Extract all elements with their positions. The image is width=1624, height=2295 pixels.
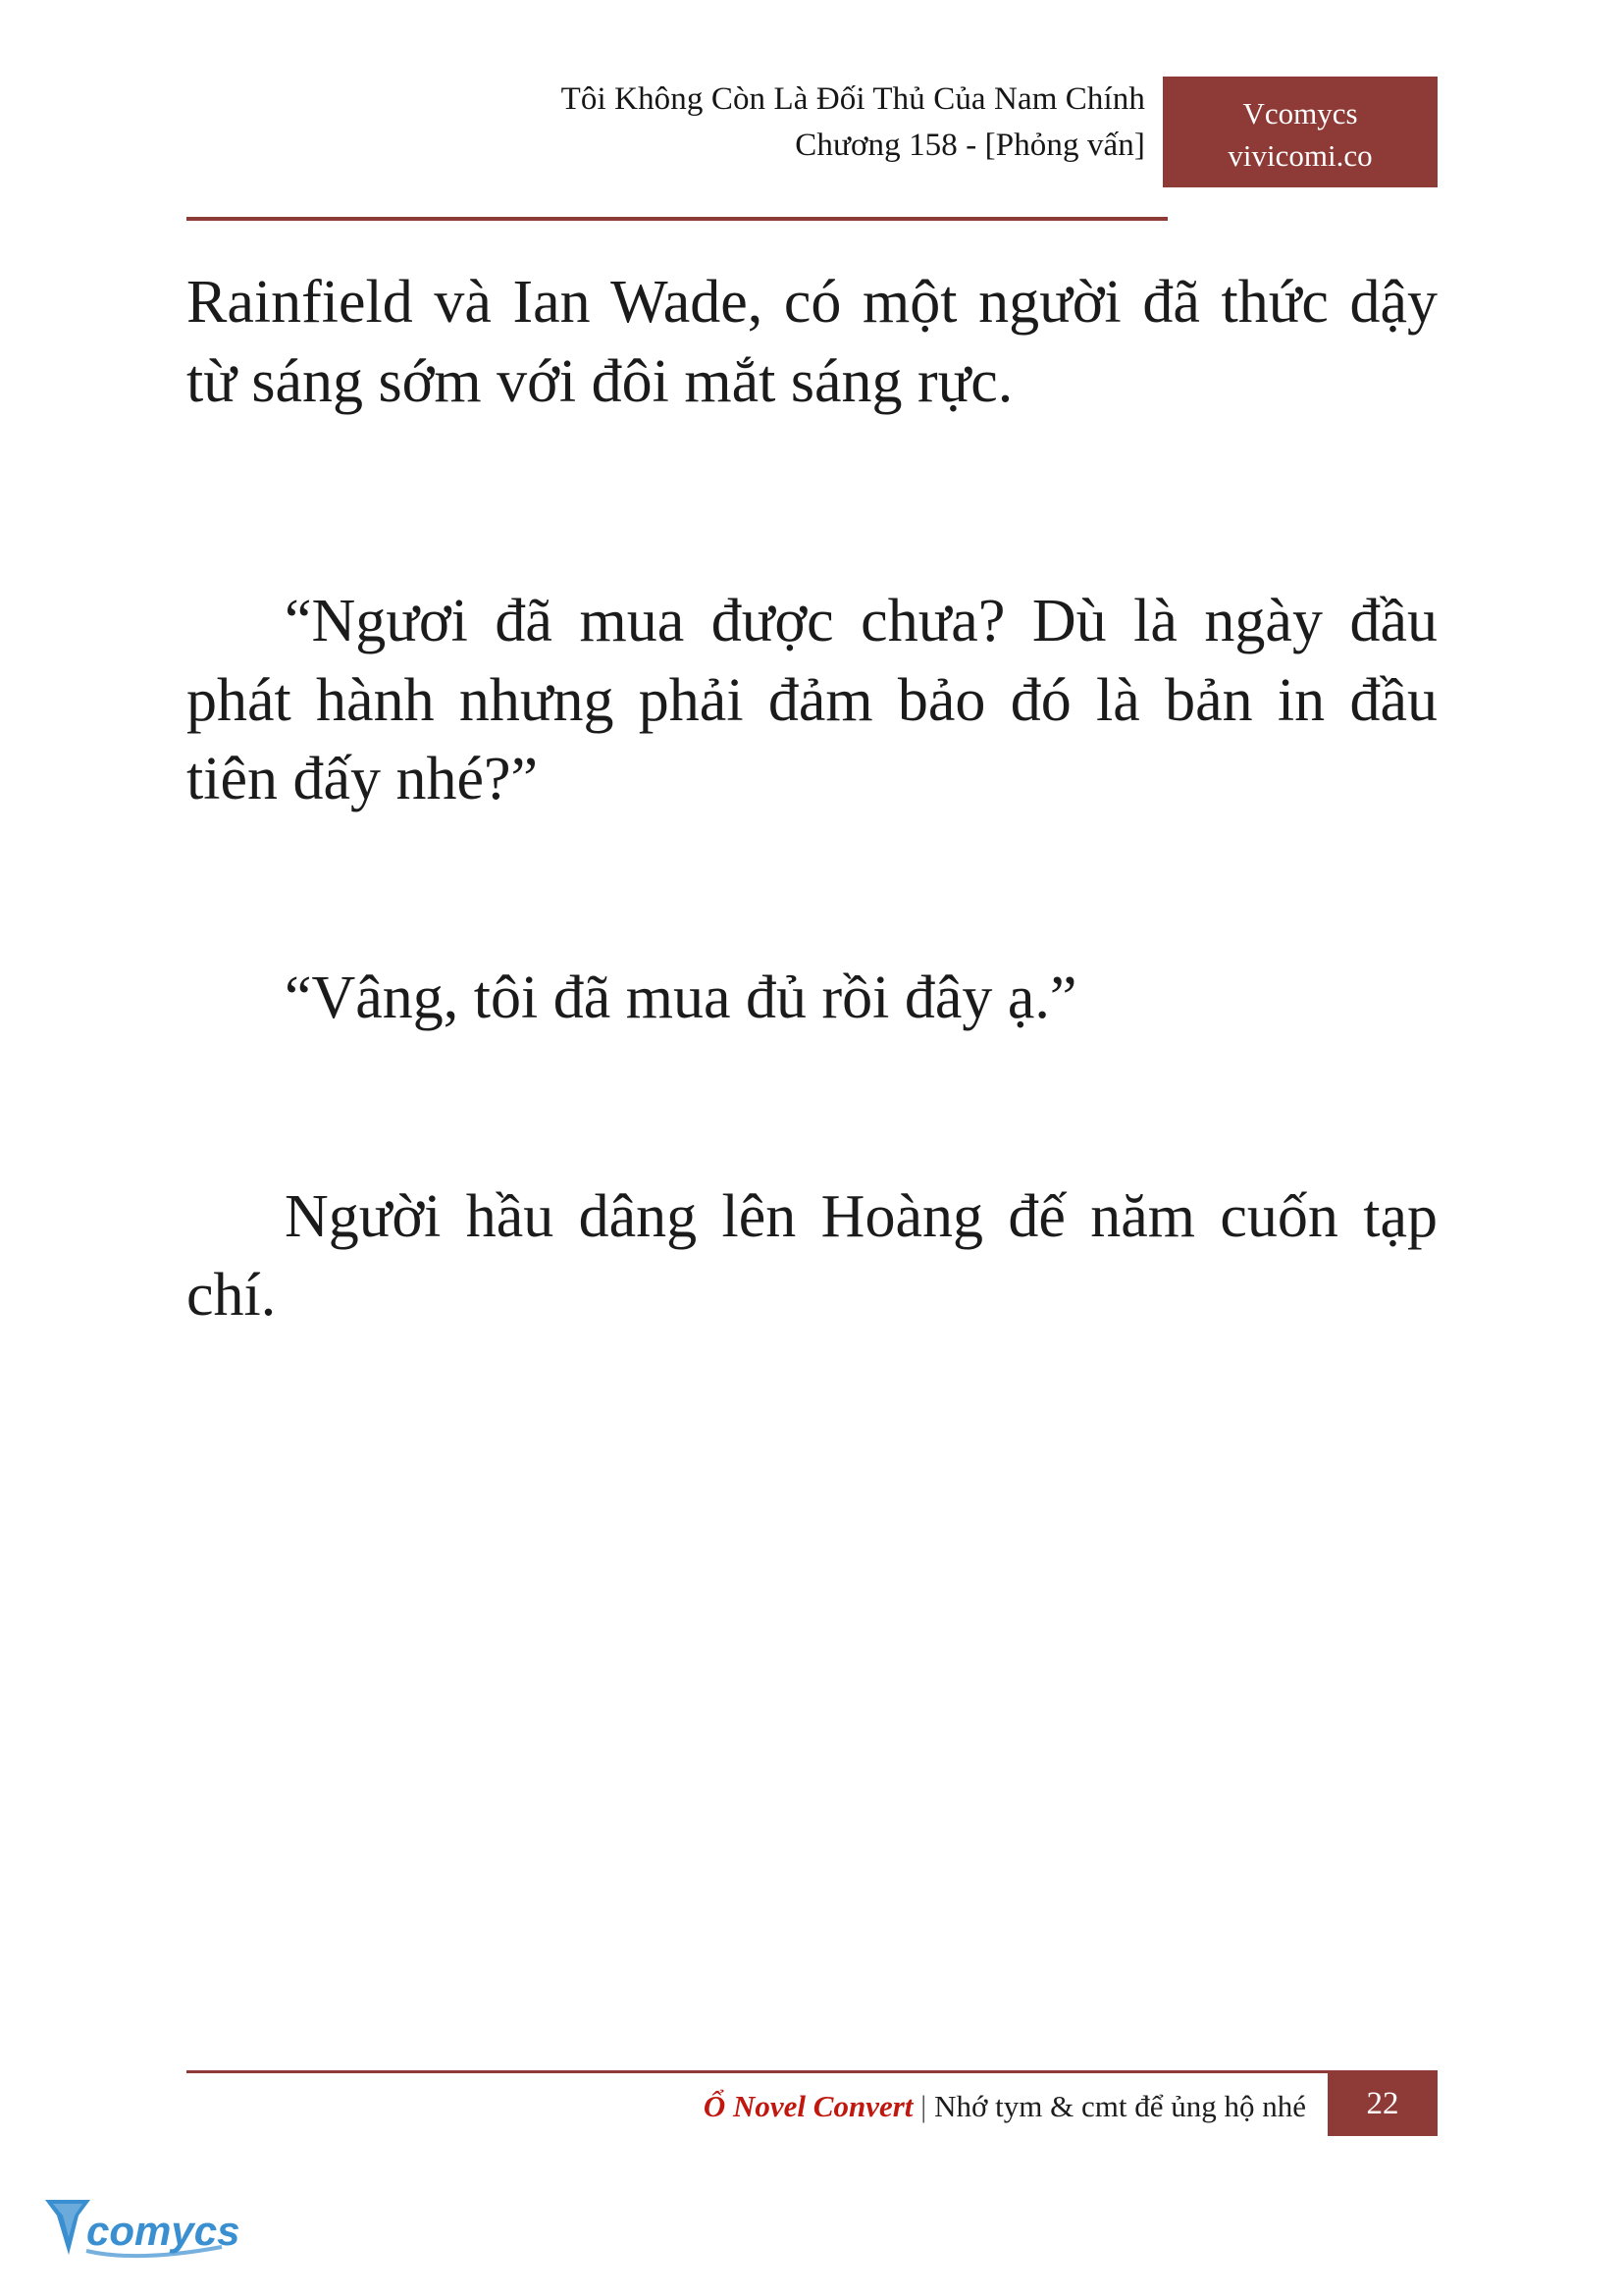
paragraph: Rainfield và Ian Wade, có một người đã thức dậy từ sáng sớm với đôi mắt sáng rực. [186,269,1438,415]
page-header [186,77,1438,219]
footer-brand: Ổ Novel Convert [703,2089,914,2123]
novel-title: Tôi Không Còn Là Đối Thủ Của Nam Chính [560,81,1145,117]
page-content [186,263,1438,1402]
page-number: 22 [1366,2085,1399,2121]
paragraph-spacer [186,488,1438,582]
chapter-title: Chương 158 - [Phỏng vấn] [795,127,1145,163]
page-number-badge [1328,2073,1438,2136]
brand-url: vivicomi.co [1228,138,1373,174]
brand-badge [1163,77,1438,187]
paragraph: “Ngươi đã mua được chưa? Dù là ngày đầu phát hành nhưng phải đảm bảo đó là bản in đầu tiên đấy nhé?” [186,588,1438,813]
svg-text:comycs: comycs [86,2208,240,2254]
header-titles [186,77,1163,169]
page-footer [186,2070,1438,2136]
footer-credit [186,2073,1328,2136]
vcomycs-watermark-logo [39,2186,255,2270]
footer-separator: | [920,2089,927,2123]
paragraph: “Vâng, tôi đã mua đủ rồi đây ạ.” [285,964,1077,1031]
paragraph: Người hầu dâng lên Hoàng đế năm cuốn tạp chí. [186,1182,1438,1330]
paragraph-spacer [186,886,1438,959]
header-divider [186,217,1168,221]
footer-note: Nhớ tym & cmt để ủng hộ nhé [934,2089,1306,2123]
brand-name: Vcomycs [1242,96,1358,130]
paragraph-spacer [186,1105,1438,1177]
